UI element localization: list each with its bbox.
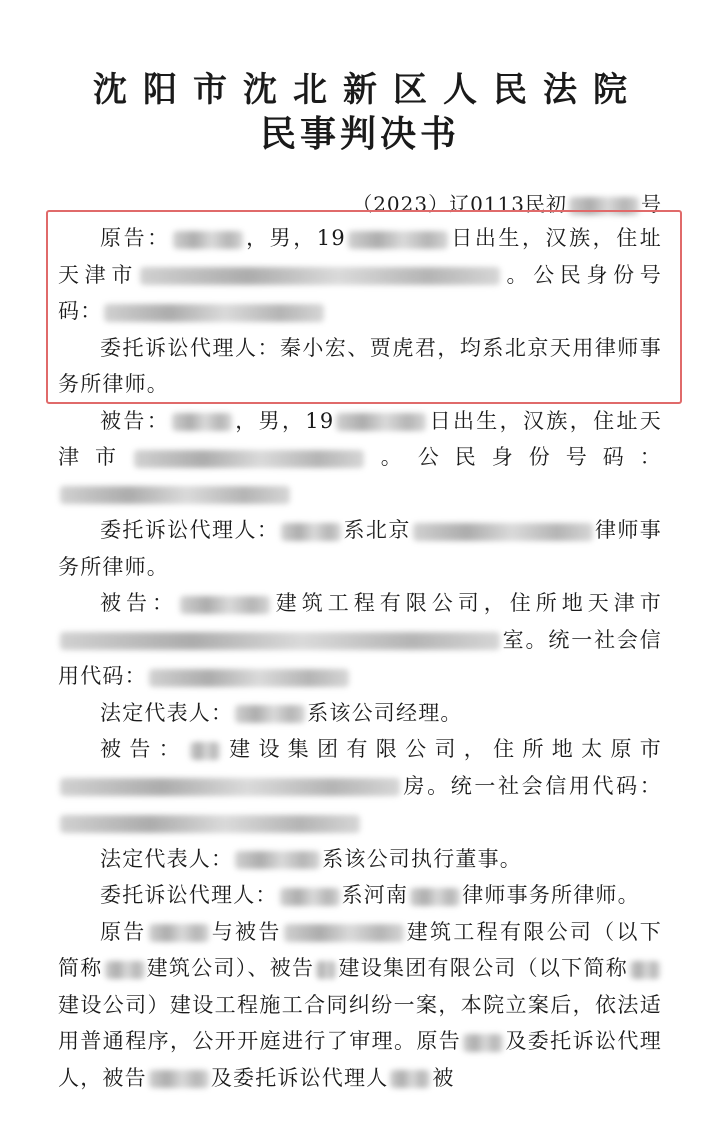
redacted-block [140,267,500,285]
text-segment: 建筑工程有限公司（以下简称 [58,919,662,980]
redacted-block [390,1070,430,1088]
text-segment: 。公民身份号码： [58,262,662,323]
text-segment: 及委托诉讼代理人 [210,1065,389,1090]
text-segment: 委托诉讼代理人：秦小宏、贾虎君，均系北京天用律师事务所律师。 [58,335,662,396]
paragraph-plaintiff-agent [58,330,662,403]
redacted-block [60,632,500,650]
redacted-block [630,961,660,979]
case-number-prefix: （2023）辽0113民初 [352,192,567,216]
paragraph-defendant-3 [58,731,662,841]
redacted-block [60,486,290,504]
text-segment: 建设集团有限公司，住所地太原市 [222,737,662,761]
text-segment: 建筑工程有限公司，住所地天津市 [272,591,662,615]
text-segment: 系河南 [341,883,409,907]
text-segment: 系该公司经理。 [307,700,463,725]
text-segment: 建设公司）建设工程施工合同纠纷一案，本院立案后，依法适用普通程序，公开开庭进行了审理。原告 [58,992,662,1053]
text-segment: 及委托诉讼代理人，被告 [58,1029,662,1090]
redacted-block [172,413,232,431]
court-name: 沈阳市沈北新区人民法院 [93,70,643,110]
text-segment: 被 [432,1065,455,1090]
text-segment: 被告： [100,591,178,615]
text-segment: 建筑公司）、被告 [146,956,315,980]
text-segment: 与被告 [210,919,282,944]
text-segment: 房。统一社会信用代码： [402,773,662,798]
text-segment: 室。统一社会信用代码： [58,627,662,688]
redacted-block [180,596,270,614]
case-number-suffix: 号 [641,192,662,216]
text-segment: 日出生，汉族，住址天津市 [58,408,662,469]
text-segment: 被告： [100,737,188,761]
text-segment: ，男，19 [244,226,346,250]
paragraph-legal-rep-1 [58,695,662,732]
redacted-block [413,523,593,541]
text-segment: 法定代表人： [100,846,234,871]
paragraph-defendant-3-agent [58,877,662,914]
redacted-block [284,924,404,942]
redacted-block [149,669,349,687]
judgment-body [58,220,662,1096]
text-segment: 建设集团有限公司（以下简称 [338,956,628,980]
redacted-block [173,231,243,249]
text-segment: 被告： [100,408,171,433]
redacted-block [149,1070,209,1088]
redacted-block [336,413,426,431]
redacted-block [316,961,336,979]
redacted-block [105,961,145,979]
redacted-block [348,231,448,249]
redacted-block [463,1034,503,1052]
paragraph-defendant-1 [58,403,662,513]
redacted-block [280,888,340,906]
text-segment: 系北京 [343,518,411,542]
redacted-block [235,705,305,723]
text-segment: ，男，19 [234,408,335,433]
redacted-block [134,450,364,468]
paragraph-defendant-1-agent [58,512,662,585]
text-segment: 系该公司执行董事。 [322,846,523,871]
text-segment: 律师事务所律师。 [58,518,662,579]
redacted-block [235,851,320,869]
text-segment: 委托诉讼代理人： [100,883,278,907]
text-segment: 。公民身份号码： [366,445,662,469]
text-segment: 原告： [100,226,171,250]
document-title: 民事判决书 [259,113,460,155]
redacted-block [190,742,220,760]
paragraph-legal-rep-2 [58,841,662,878]
text-segment: 日出生，汉族，住址天津市 [58,226,662,287]
paragraph-case-summary [58,914,662,1097]
redacted-block [60,815,360,833]
text-segment: 律师事务所律师。 [462,883,640,907]
redacted-block [104,304,324,322]
redacted-block [410,888,460,906]
text-segment: 法定代表人： [100,700,234,725]
text-segment: 委托诉讼代理人： [100,518,280,542]
paragraph-plaintiff [58,220,662,330]
text-segment: 原告 [100,919,147,944]
paragraph-defendant-2 [58,585,662,695]
redacted-block [149,924,209,942]
redacted-block [60,778,400,796]
redacted-block [281,523,341,541]
